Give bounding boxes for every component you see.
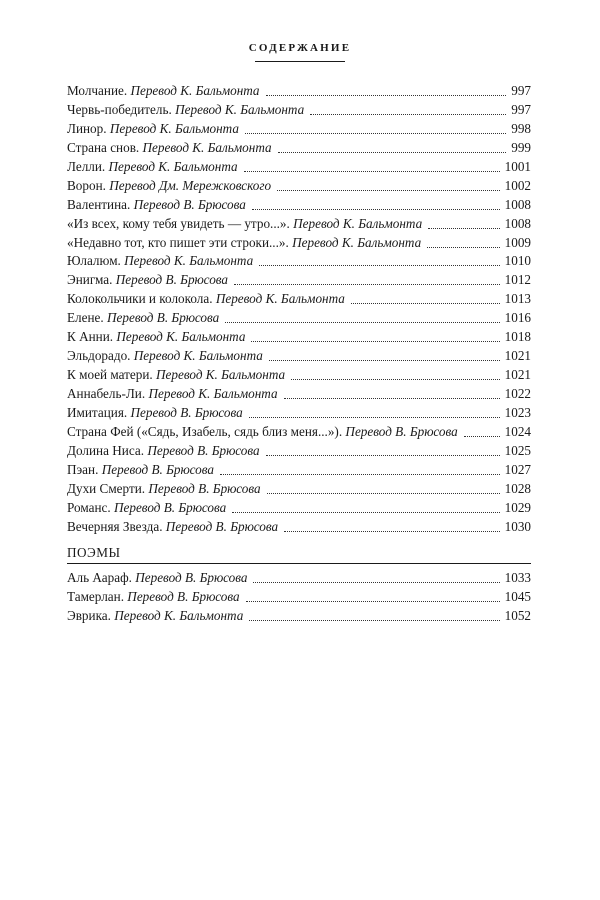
page-number: 1045 xyxy=(504,588,531,604)
page-header xyxy=(0,42,600,62)
dot-leader xyxy=(278,138,507,153)
page-number: 1021 xyxy=(504,367,531,383)
page-number: 1008 xyxy=(504,215,531,231)
entry-translator: Перевод К. Бальмонта xyxy=(293,215,423,231)
dot-leader xyxy=(267,479,500,494)
entry-title: «Из всех, кому тебя увидеть — утро...». xyxy=(67,215,290,231)
page-number: 1009 xyxy=(504,234,531,250)
entry-text xyxy=(67,82,263,101)
entry-title: Ворон. xyxy=(67,177,106,193)
dot-leader xyxy=(245,119,506,134)
entry-text xyxy=(67,120,242,139)
entry-title: Романс. xyxy=(67,499,111,515)
dot-leader xyxy=(234,270,500,285)
toc-entry xyxy=(67,421,531,440)
entry-translator: Перевод К. Бальмонта xyxy=(109,120,239,136)
entry-translator: Перевод К. Бальмонта xyxy=(108,158,238,174)
toc-entry xyxy=(67,516,531,535)
toc-entry xyxy=(67,567,531,586)
page-title: СОДЕРЖАНИЕ xyxy=(248,42,352,54)
entry-text xyxy=(67,196,249,215)
toc-entry xyxy=(67,497,531,516)
entry-text xyxy=(67,588,243,607)
entry-text xyxy=(67,461,217,480)
entry-translator: Перевод К. Бальмонта xyxy=(114,607,244,623)
entry-text xyxy=(67,290,348,309)
toc-entry xyxy=(67,288,531,307)
entry-translator: Перевод В. Брюсова xyxy=(127,588,240,604)
entry-title: Аннабель-Ли. xyxy=(67,386,146,401)
entry-title: Молчание. xyxy=(67,83,128,98)
entry-text xyxy=(67,499,229,518)
toc-entry xyxy=(67,232,531,251)
toc-entry xyxy=(67,586,531,605)
entry-title: «Недавно тот, кто пишет эти строки...». xyxy=(67,234,289,250)
toc-entry xyxy=(67,364,531,383)
dot-leader xyxy=(351,289,500,304)
page-number: 1016 xyxy=(504,310,531,326)
dot-leader xyxy=(252,195,500,210)
dot-leader xyxy=(249,403,500,418)
page-number: 1013 xyxy=(504,291,531,307)
page-number: 997 xyxy=(511,101,531,117)
section-rule xyxy=(67,563,531,564)
entry-title: Червь-победитель. xyxy=(67,101,172,117)
entry-text xyxy=(67,177,274,196)
page-number: 997 xyxy=(511,83,531,98)
page-number: 1052 xyxy=(504,607,531,623)
entry-title: К моей матери. xyxy=(67,367,153,383)
page-number: 999 xyxy=(511,139,531,155)
dot-leader xyxy=(269,346,500,361)
entry-text xyxy=(67,366,288,385)
entry-title: Страна снов. xyxy=(67,139,140,155)
entry-translator: Перевод К. Бальмонта xyxy=(175,101,305,117)
entry-text xyxy=(67,423,461,442)
entry-text xyxy=(67,518,281,537)
entry-text xyxy=(67,607,246,626)
toc-entry xyxy=(67,213,531,232)
entry-text xyxy=(67,139,275,158)
entry-title: Пэан. xyxy=(67,461,99,477)
entry-translator: Перевод В. Брюсова xyxy=(165,518,279,534)
entry-text xyxy=(67,271,231,290)
toc-entry xyxy=(67,194,531,213)
dot-leader xyxy=(277,176,500,191)
entry-translator: Перевод В. Брюсова xyxy=(130,404,243,420)
section-title-poems: ПОЭМЫ xyxy=(67,545,121,560)
toc-list xyxy=(67,80,531,535)
toc-entry xyxy=(67,80,531,99)
toc-entry xyxy=(67,156,531,175)
toc-entry xyxy=(67,250,531,269)
toc-entry xyxy=(67,383,531,402)
entry-translator: Перевод В. Брюсова xyxy=(148,480,261,496)
entry-text xyxy=(67,347,266,366)
dot-leader xyxy=(251,327,499,342)
page-number: 1002 xyxy=(504,177,531,193)
entry-text xyxy=(67,385,281,404)
page-number: 1027 xyxy=(504,461,531,477)
entry-title: Страна Фей («Сядь, Изабель, сядь близ меня...»). xyxy=(67,423,343,439)
dot-leader xyxy=(464,422,500,437)
entry-title: Эврика. xyxy=(67,607,111,623)
entry-text xyxy=(67,101,307,120)
dot-leader xyxy=(428,214,499,229)
entry-translator: Перевод В. Брюсова xyxy=(147,442,260,458)
entry-text xyxy=(67,309,222,328)
entry-text xyxy=(67,442,263,461)
toc-entry xyxy=(67,269,531,288)
toc-entry xyxy=(67,326,531,345)
entry-title: Аль Аараф. xyxy=(67,570,132,585)
toc-entry xyxy=(67,459,531,478)
dot-leader xyxy=(253,568,499,583)
dot-leader xyxy=(246,587,500,602)
dot-leader xyxy=(266,81,507,96)
entry-title: Долина Ниса. xyxy=(67,442,145,458)
entry-title: Вечерняя Звезда. xyxy=(67,518,163,534)
dot-leader xyxy=(249,606,499,621)
dot-leader xyxy=(244,157,500,172)
entry-title: Колокольчики и колокола. xyxy=(67,291,213,307)
entry-translator: Перевод К. Бальмонта xyxy=(215,291,345,307)
page-number: 1028 xyxy=(504,480,531,496)
entry-title: Елене. xyxy=(67,310,104,326)
page-number: 1008 xyxy=(504,196,531,212)
dot-leader xyxy=(225,308,499,323)
entry-translator: Перевод В. Брюсова xyxy=(101,461,214,477)
entry-title: Юлалюм. xyxy=(67,253,121,269)
dot-leader xyxy=(284,517,500,532)
entry-title: Валентина. xyxy=(67,196,131,212)
page-number: 1001 xyxy=(504,158,531,174)
toc-entry xyxy=(67,605,531,624)
entry-translator: Перевод К. Бальмонта xyxy=(116,329,246,345)
page-number: 1010 xyxy=(504,253,531,269)
toc-entry xyxy=(67,137,531,156)
toc-entry xyxy=(67,478,531,497)
entry-translator: Перевод В. Брюсова xyxy=(133,196,246,212)
entry-translator: Перевод К. Бальмонта xyxy=(133,348,263,364)
toc-entry xyxy=(67,307,531,326)
entry-translator: Перевод К. Бальмонта xyxy=(130,83,260,98)
dot-leader xyxy=(284,384,500,399)
toc-list-poems xyxy=(67,567,531,624)
toc-entry xyxy=(67,345,531,364)
entry-translator: Перевод К. Бальмонта xyxy=(148,386,278,401)
dot-leader xyxy=(291,365,500,380)
page-number: 1022 xyxy=(504,386,531,401)
dot-leader xyxy=(220,460,500,475)
dot-leader xyxy=(232,498,499,513)
entry-translator: Перевод В. Брюсова xyxy=(107,310,220,326)
entry-text xyxy=(67,328,248,347)
entry-text xyxy=(67,158,241,177)
page-number: 1030 xyxy=(504,518,531,534)
entry-title: Духи Смерти. xyxy=(67,480,146,496)
toc-entry xyxy=(67,402,531,421)
dot-leader xyxy=(259,251,499,266)
dot-leader xyxy=(310,100,506,115)
dot-leader xyxy=(427,233,499,248)
entry-translator: Перевод В. Брюсова xyxy=(115,272,229,288)
entry-text xyxy=(67,569,250,588)
toc-entry xyxy=(67,175,531,194)
page-number: 1023 xyxy=(504,404,531,420)
toc-entry xyxy=(67,118,531,137)
entry-text xyxy=(67,234,424,253)
page-number: 998 xyxy=(511,120,531,136)
entry-title: Лелли. xyxy=(67,158,106,174)
entry-title: Линор. xyxy=(67,120,107,136)
entry-title: Имитация. xyxy=(67,404,128,420)
entry-title: Тамерлан. xyxy=(67,588,124,604)
entry-translator: Перевод К. Бальмонта xyxy=(142,139,272,155)
entry-text xyxy=(67,404,246,423)
entry-text xyxy=(67,252,256,271)
entry-translator: Перевод К. Бальмонта xyxy=(156,367,286,383)
page-number: 1021 xyxy=(504,348,531,364)
entry-translator: Перевод Дм. Мережковского xyxy=(109,177,272,193)
entry-translator: Перевод К. Бальмонта xyxy=(124,253,254,269)
entry-title: К Анни. xyxy=(67,329,114,345)
page-number: 1012 xyxy=(504,272,531,288)
entry-text xyxy=(67,480,264,499)
page-number: 1018 xyxy=(504,329,531,345)
entry-text xyxy=(67,215,425,234)
entry-translator: Перевод В. Брюсова xyxy=(113,499,227,515)
entry-title: Энигма. xyxy=(67,272,113,288)
page-number: 1033 xyxy=(504,570,531,585)
header-rule xyxy=(255,61,345,62)
page-number: 1024 xyxy=(504,423,531,439)
entry-translator: Перевод В. Брюсова xyxy=(135,570,248,585)
page-number: 1025 xyxy=(504,442,531,458)
entry-title: Эльдорадо. xyxy=(67,348,131,364)
toc-entry xyxy=(67,99,531,118)
entry-translator: Перевод К. Бальмонта xyxy=(292,234,422,250)
page-number: 1029 xyxy=(504,499,531,515)
entry-translator: Перевод В. Брюсова xyxy=(345,423,458,439)
dot-leader xyxy=(266,441,500,456)
toc-entry xyxy=(67,440,531,459)
